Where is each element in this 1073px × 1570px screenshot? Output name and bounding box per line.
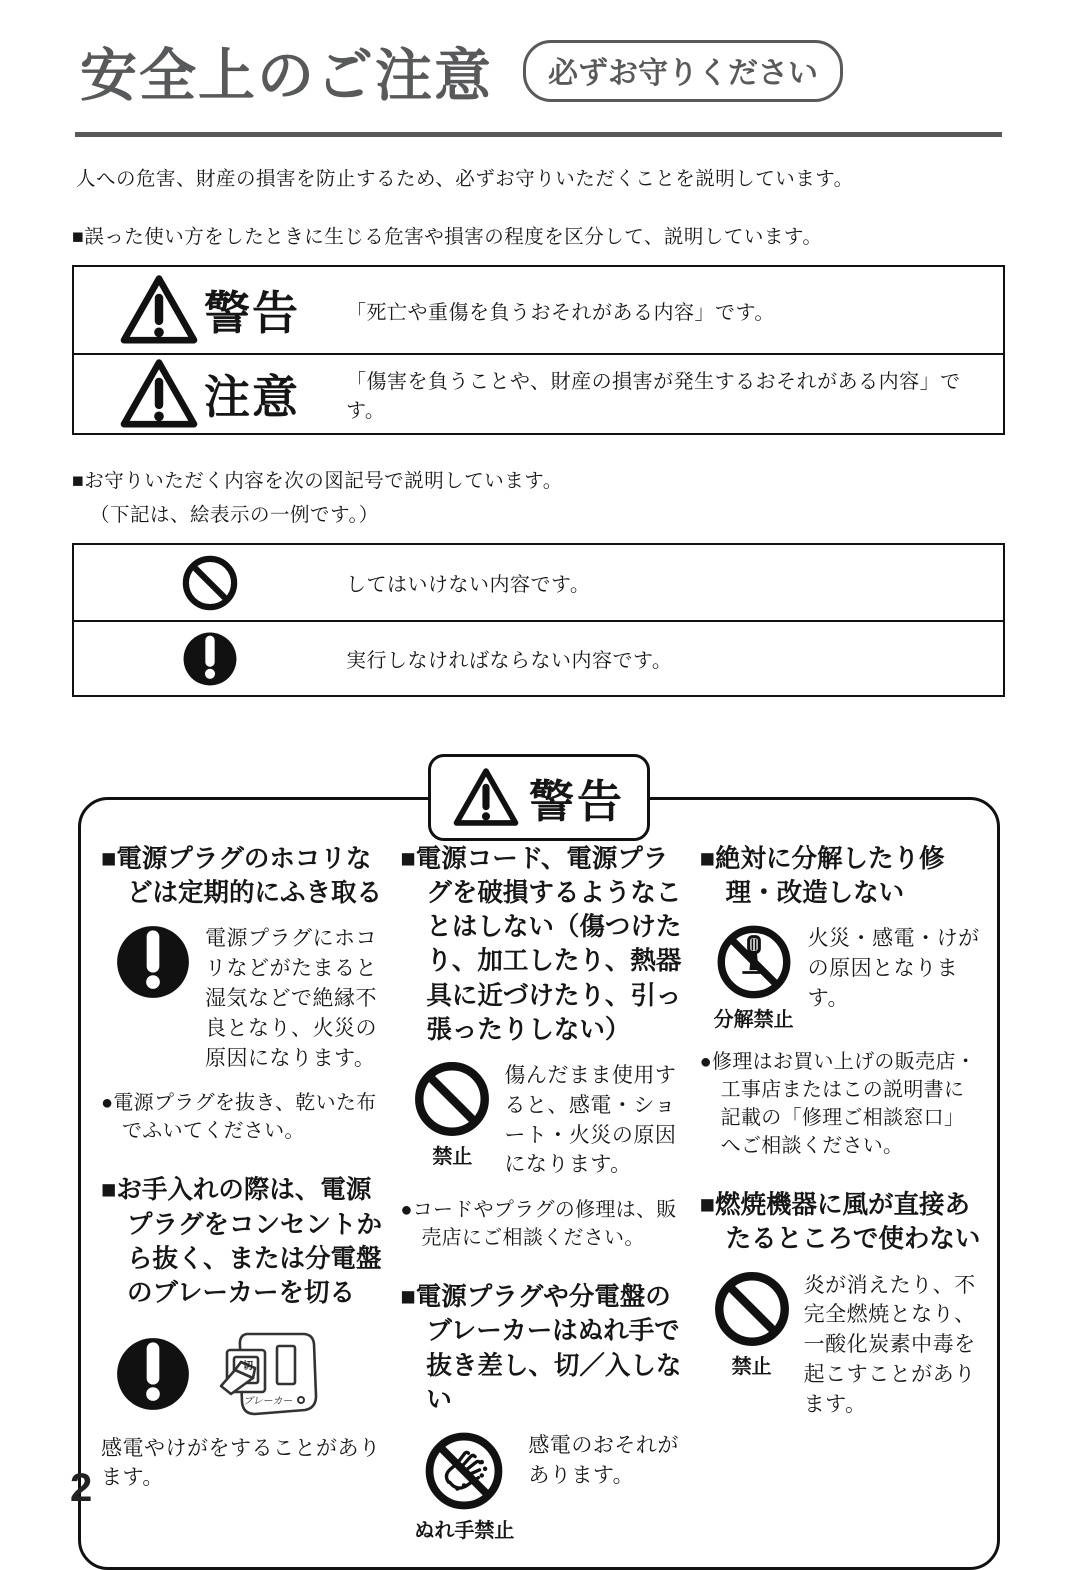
no-disassembly-icon: [714, 924, 794, 1032]
warning-item-combustion-draft: [700, 1188, 981, 1419]
title-badge: 必ずお守りください: [523, 40, 843, 102]
item-heading: ■電源プラグのホコリなどは定期的にふき取る: [101, 845, 383, 908]
prohibition-icon: [414, 1061, 490, 1169]
warning-item-no-disassembly: [700, 842, 981, 1160]
symbol-table: [72, 543, 1005, 697]
mandatory-icon: [115, 924, 191, 1000]
item-description: 電源プラグにホコリなどがたまると湿気などで絶縁不良となり、火災の原因になります。: [205, 927, 377, 1070]
item-description: 火災・感電・けがの原因となります。: [807, 927, 980, 1010]
warning-item-wet-hands: [400, 1280, 681, 1543]
item-heading: ■燃焼機器に風が直接あたるところで使わない: [699, 1191, 981, 1254]
warning-panel-badge: [428, 754, 650, 841]
severity-description: 「死亡や重傷を負うおそれがある内容」です。: [346, 301, 775, 324]
item-heading: ■電源プラグや分電盤のブレーカーはぬれ手で抜き差し、切／入しない: [400, 1283, 682, 1414]
item-description: 炎が消えたり、不完全燃焼となり、一酸化炭素中毒を起こすことがあります。: [803, 1273, 976, 1416]
icon-caption: 禁止: [432, 1145, 473, 1168]
severity-label: 注意: [204, 371, 300, 423]
prohibition-icon: [182, 555, 238, 611]
item-note: ●コードやプラグの修理は、販売店にご相談ください。: [400, 1199, 677, 1250]
mandatory-icon: [182, 631, 238, 687]
severity-label: 警告: [204, 287, 300, 339]
warning-columns: [101, 842, 981, 1543]
severity-row-caution: [74, 353, 1003, 433]
intro-text: 人への危害、財産の損害を防止するため、必ずお守りいただくことを説明しています。: [76, 168, 854, 190]
warning-column-left: [101, 842, 382, 1543]
item-heading: ■絶対に分解したり修理・改造しない: [699, 845, 945, 908]
severity-table: [72, 265, 1005, 435]
warning-column-middle: [400, 842, 681, 1543]
icon-caption: 分解禁止: [713, 1009, 794, 1032]
item-note: ●修理はお買い上げの販売店・工事店またはこの説明書に記載の「修理ご相談窓口」へご相談ください。: [699, 1051, 976, 1158]
prohibition-icon: [714, 1271, 790, 1379]
symbol-row-mandatory: [74, 620, 1003, 695]
item-description: 傷んだまま使用すると、感電・ショート・火災の原因になります。: [504, 1063, 677, 1177]
icon-caption: 禁止: [731, 1355, 772, 1378]
warning-triangle-icon: [120, 359, 198, 429]
item-description: 感電のおそれがあります。: [528, 1433, 679, 1487]
breaker-switch-label: 切: [243, 1361, 253, 1372]
warning-triangle-icon: [120, 275, 198, 345]
warning-item-unplug-before-cleaning: [101, 1173, 382, 1492]
item-heading: ■電源コード、電源プラグを破損するようなことはしない（傷つけたり、加工したり、熱器具に近づけたり、引っ張ったりしない）: [400, 845, 682, 1044]
symbol-row-prohibition: [74, 545, 1003, 620]
breaker-name-label: ブレーカー: [243, 1396, 293, 1407]
icon-caption: ぬれ手禁止: [414, 1519, 515, 1542]
title-divider: [75, 132, 1002, 137]
page-number: 2: [70, 1466, 93, 1510]
breaker-illustration: [207, 1324, 325, 1424]
mandatory-icon: [115, 1336, 191, 1412]
warning-triangle-icon: [453, 768, 519, 827]
page-header: [0, 0, 1073, 112]
item-note: ●電源プラグを抜き、乾いた布でふいてください。: [101, 1092, 377, 1143]
warning-column-right: [700, 842, 981, 1543]
severity-description: 「傷害を負うことや、財産の損害が発生するおそれがある内容」です。: [346, 371, 961, 422]
severity-row-warning: [74, 267, 1003, 353]
severity-intro: ■誤った使い方をしたときに生じる危害や損害の程度を区分して、説明しています。: [72, 226, 823, 248]
symbol-description: 実行しなければならない内容です。: [346, 650, 673, 672]
item-heading: ■お手入れの際は、電源プラグをコンセントから抜く、または分電盤のブレーカーを切る: [101, 1176, 383, 1307]
warning-item-cord-damage: [400, 842, 681, 1252]
symbols-sub: （下記は、絵表示の一例です。）: [90, 504, 379, 526]
symbols-intro: ■お守りいただく内容を次の図記号で説明しています。: [72, 470, 563, 492]
warning-badge-label: 警告: [528, 776, 626, 827]
symbol-description: してはいけない内容です。: [346, 574, 591, 596]
page-title: 安全上のご注意: [80, 44, 493, 108]
warning-item-dust: [101, 842, 382, 1145]
warning-panel: [78, 776, 1000, 1570]
item-description: 感電やけがをすることがあります。: [101, 1437, 381, 1490]
wet-hands-prohibition-icon: [414, 1431, 514, 1543]
